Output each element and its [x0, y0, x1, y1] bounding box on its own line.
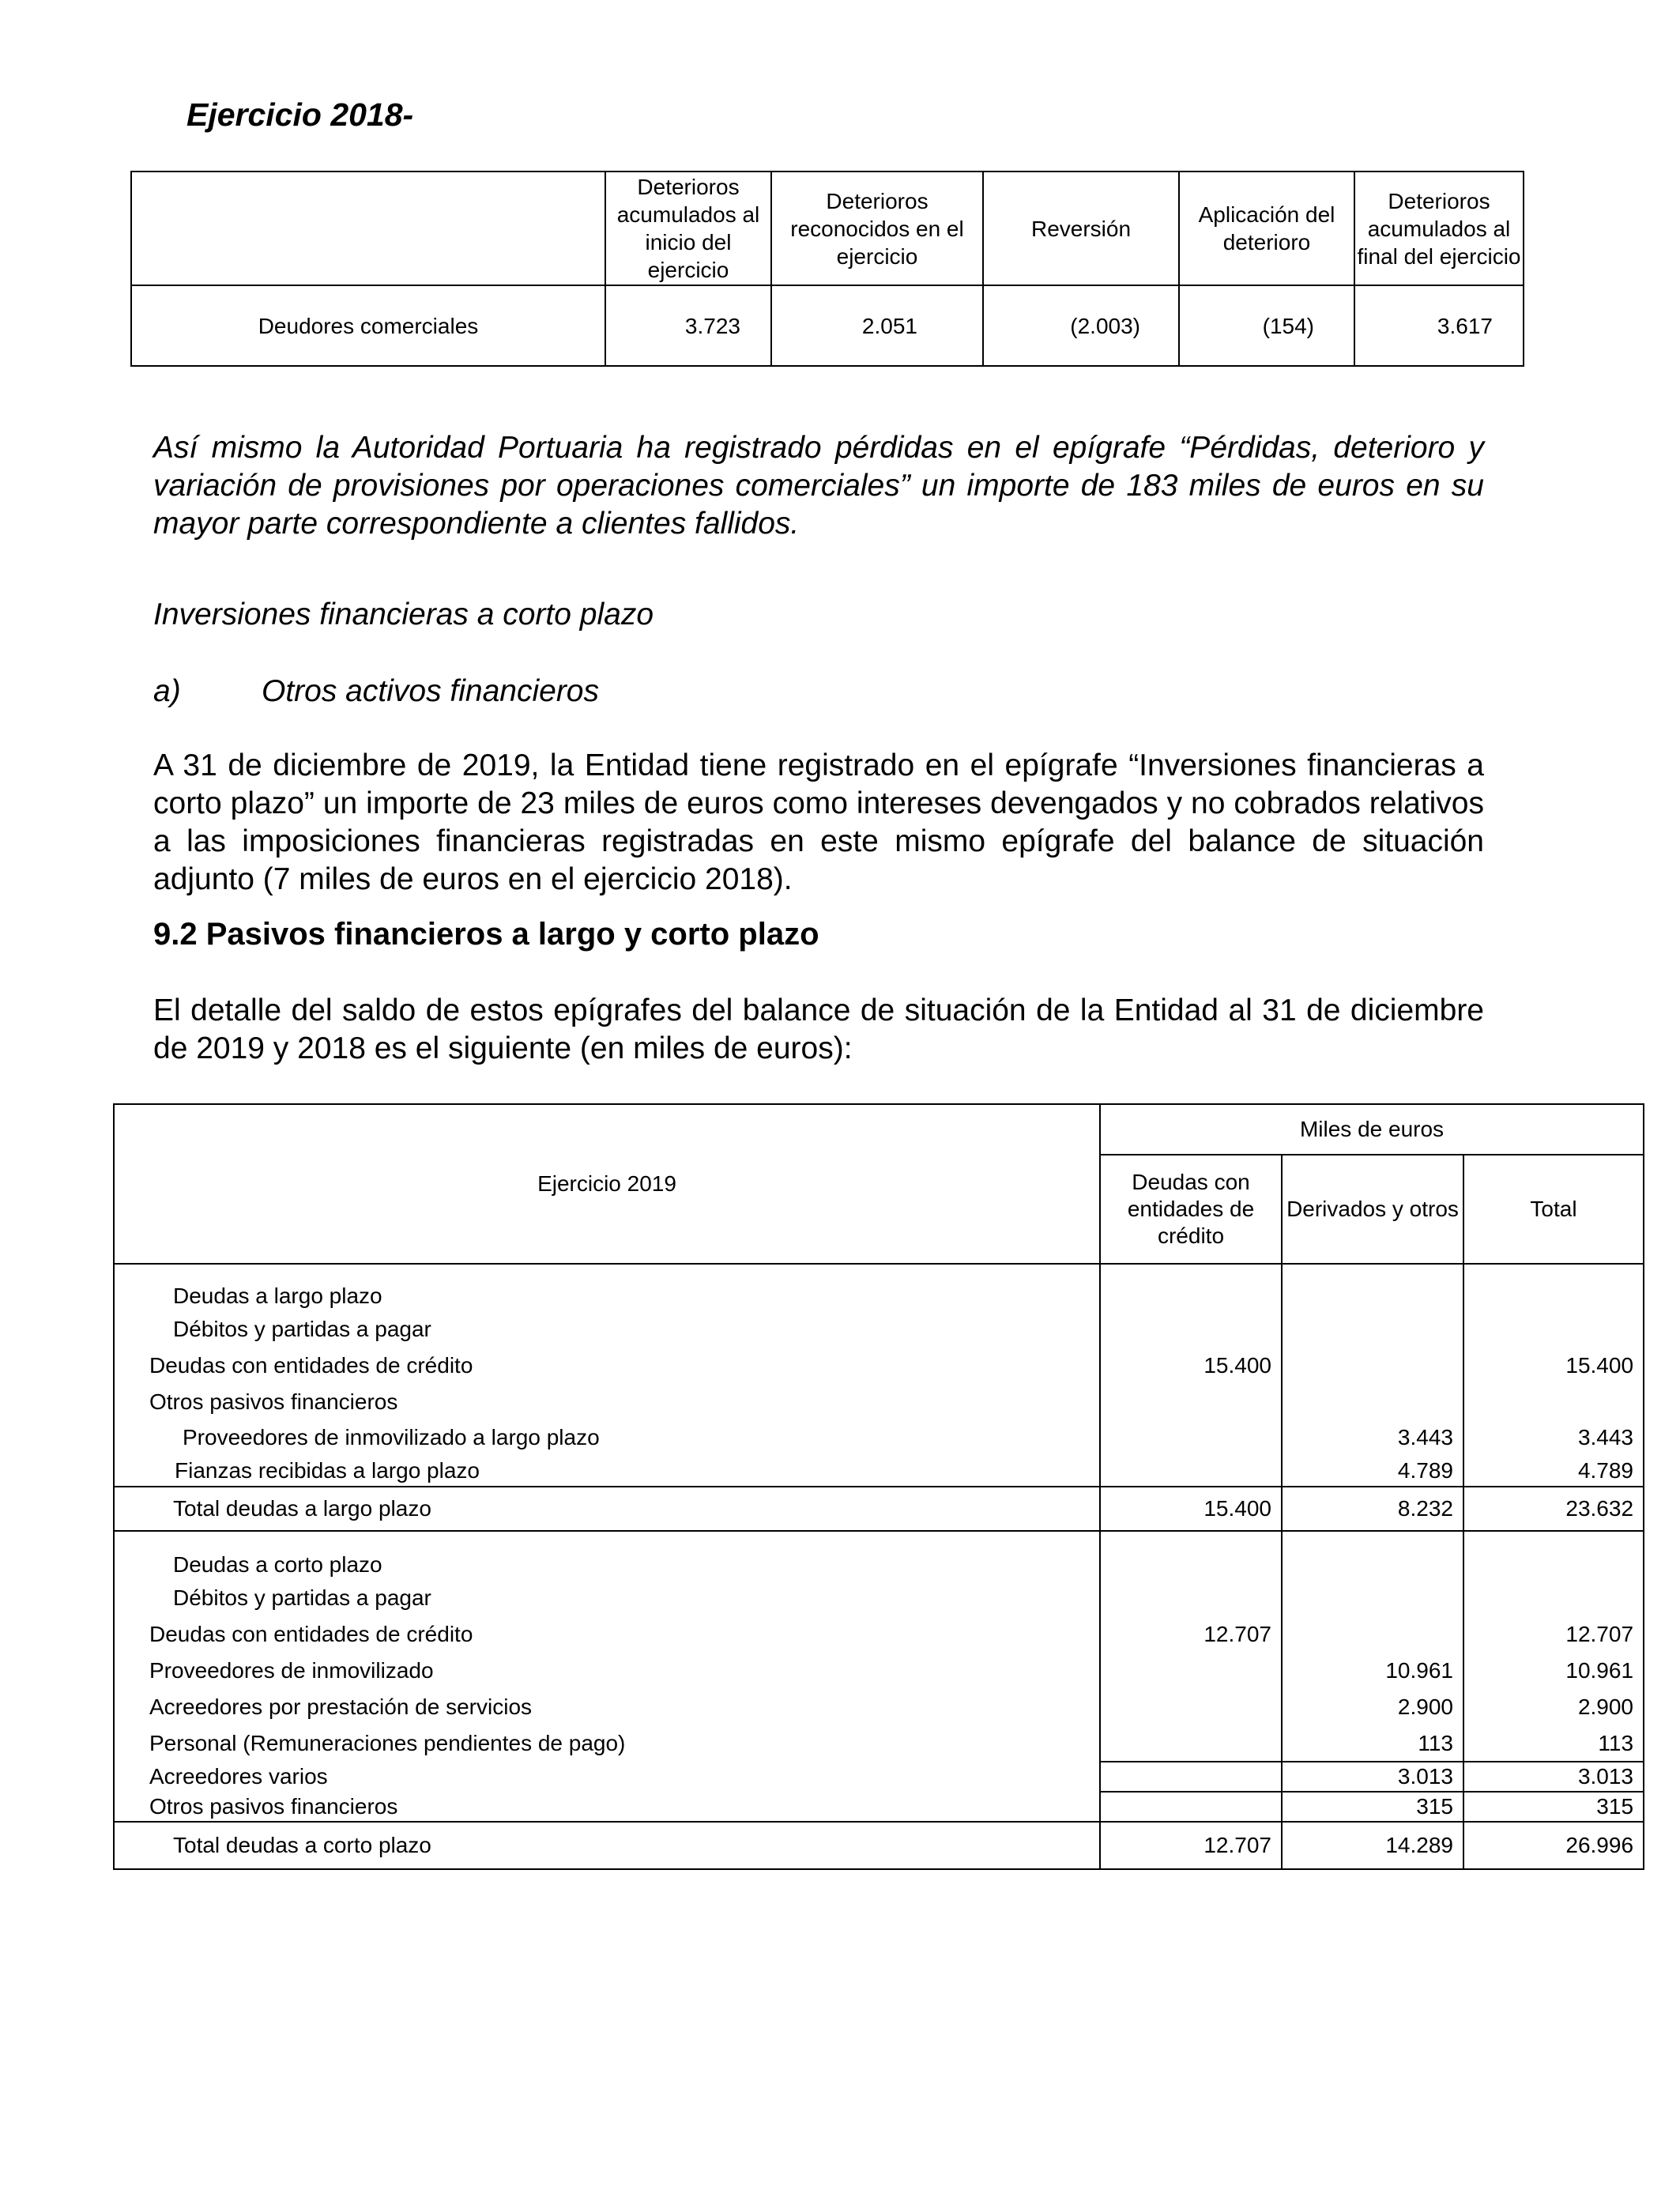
header-cell-recognized: Deterioros reconocidos en el ejercicio: [771, 172, 983, 285]
table-row: [114, 1653, 1644, 1689]
column-header-derivatives: Derivados y otros: [1282, 1155, 1463, 1264]
cell-value: 315: [1282, 1792, 1463, 1822]
table-row: [114, 1531, 1644, 1580]
impairment-table-2018: [130, 171, 1524, 367]
list-marker: a): [153, 674, 181, 708]
cell-value: [1463, 1311, 1644, 1348]
table-row-total: [114, 1487, 1644, 1531]
table-row: [114, 1792, 1644, 1822]
row-label: Acreedores por prestación de servicios: [114, 1689, 1100, 1725]
cell-value: 3.723: [605, 285, 771, 366]
paragraph-intereses: A 31 de diciembre de 2019, la Entidad tiene registrado en el epígrafe “Inversiones financieras a corto plazo” un importe de 23 miles de euros como intereses devengados y no cobrados relativos a las imposiciones financieras registradas en este mismo epígrafe del balance de situación adjunto (7 miles de euros en el ejercicio 2018).: [153, 748, 1484, 896]
row-label: Proveedores de inmovilizado a largo plazo: [114, 1420, 1100, 1455]
cell-value: [1100, 1580, 1282, 1616]
cell-value: [1282, 1311, 1463, 1348]
row-label: Débitos y partidas a pagar: [114, 1311, 1100, 1348]
cell-value: [1463, 1531, 1644, 1580]
cell-value: 15.400: [1100, 1487, 1282, 1531]
cell-value: 12.707: [1100, 1616, 1282, 1653]
cell-value: [1282, 1580, 1463, 1616]
table-header-row: [131, 172, 1524, 285]
row-label: Otros pasivos financieros: [114, 1384, 1100, 1420]
cell-value: [1100, 1384, 1282, 1420]
cell-value: [1463, 1264, 1644, 1311]
table-row: [114, 1311, 1644, 1348]
subheading-otros-activos: [153, 674, 600, 709]
table-row: [114, 1616, 1644, 1653]
header-cell-reversal: Reversión: [983, 172, 1179, 285]
cell-value: [1282, 1264, 1463, 1311]
row-label: Deudores comerciales: [131, 285, 605, 366]
table-row: [114, 1762, 1644, 1792]
row-label: Deudas con entidades de crédito: [114, 1348, 1100, 1384]
cell-value: [1100, 1311, 1282, 1348]
group-header: Miles de euros: [1100, 1104, 1644, 1155]
cell-value: 4.789: [1282, 1455, 1463, 1487]
cell-value: 3.443: [1282, 1420, 1463, 1455]
cell-value: 4.789: [1463, 1455, 1644, 1487]
row-label: Fianzas recibidas a largo plazo: [114, 1455, 1100, 1487]
cell-value: 2.900: [1463, 1689, 1644, 1725]
row-label: Proveedores de inmovilizado: [114, 1653, 1100, 1689]
paragraph-detalle: El detalle del saldo de estos epígrafes del balance de situación de la Entidad al 31 de diciembre de 2019 y 2018 es el siguiente (en miles de euros):: [153, 993, 1484, 1065]
table-row: [114, 1420, 1644, 1455]
subheading-text: Otros activos financieros: [262, 674, 600, 708]
cell-value: 2.900: [1282, 1689, 1463, 1725]
table-row: [114, 1689, 1644, 1725]
paragraph-perdidas: Así mismo la Autoridad Portuaria ha registrado pérdidas en el epígrafe “Pérdidas, deterioro y variación de provisiones por operaciones comerciales” un importe de 183 miles de euros en su mayor parte correspondiente a clientes fallidos.: [153, 431, 1484, 541]
cell-value: [1100, 1689, 1282, 1725]
cell-value: 15.400: [1100, 1348, 1282, 1384]
cell-value: 26.996: [1463, 1822, 1644, 1869]
header-cell-empty: [131, 172, 605, 285]
cell-value: 10.961: [1463, 1653, 1644, 1689]
row-label: Deudas a corto plazo: [114, 1531, 1100, 1580]
table-row: [114, 1384, 1644, 1420]
cell-value: 12.707: [1463, 1616, 1644, 1653]
cell-value: [1100, 1264, 1282, 1311]
table-row: [114, 1580, 1644, 1616]
header-cell-application: Aplicación del deterioro: [1179, 172, 1354, 285]
section-title-2018: Ejercicio 2018-: [186, 96, 414, 133]
cell-value: [1100, 1455, 1282, 1487]
cell-value: (2.003): [983, 285, 1179, 366]
cell-value: [1463, 1384, 1644, 1420]
table-row-total: [114, 1822, 1644, 1869]
cell-value: 113: [1282, 1725, 1463, 1762]
liabilities-table-2019: [113, 1103, 1644, 1870]
cell-value: 315: [1463, 1792, 1644, 1822]
subheading-inversiones: Inversiones financieras a corto plazo: [153, 598, 654, 631]
row-label: Deudas con entidades de crédito: [114, 1616, 1100, 1653]
row-label: Total deudas a largo plazo: [114, 1487, 1100, 1531]
cell-value: 8.232: [1282, 1487, 1463, 1531]
cell-value: [1463, 1580, 1644, 1616]
cell-value: [1100, 1420, 1282, 1455]
table-title: Ejercicio 2019: [114, 1104, 1100, 1264]
column-header-total: Total: [1463, 1155, 1644, 1264]
cell-value: 15.400: [1463, 1348, 1644, 1384]
row-label: Otros pasivos financieros: [114, 1792, 1100, 1822]
table-row: [114, 1264, 1644, 1311]
cell-value: 3.617: [1354, 285, 1524, 366]
header-cell-accumulated-start: Deterioros acumulados al inicio del ejercicio: [605, 172, 771, 285]
section-heading-9-2: 9.2 Pasivos financieros a largo y corto plazo: [153, 917, 819, 952]
cell-value: 3.013: [1463, 1762, 1644, 1792]
cell-value: 113: [1463, 1725, 1644, 1762]
table-row: [114, 1725, 1644, 1762]
cell-value: [1100, 1792, 1282, 1822]
cell-value: [1282, 1384, 1463, 1420]
cell-value: 12.707: [1100, 1822, 1282, 1869]
table-header-row: [114, 1104, 1644, 1155]
cell-value: [1100, 1762, 1282, 1792]
cell-value: 23.632: [1463, 1487, 1644, 1531]
row-label: Débitos y partidas a pagar: [114, 1580, 1100, 1616]
cell-value: 14.289: [1282, 1822, 1463, 1869]
cell-value: [1100, 1653, 1282, 1689]
cell-value: 3.013: [1282, 1762, 1463, 1792]
cell-value: 2.051: [771, 285, 983, 366]
cell-value: [1100, 1531, 1282, 1580]
cell-value: [1282, 1616, 1463, 1653]
row-label: Acreedores varios: [114, 1762, 1100, 1792]
table-row: [114, 1455, 1644, 1487]
column-header-credit: Deudas con entidades de crédito: [1100, 1155, 1282, 1264]
cell-value: [1282, 1348, 1463, 1384]
cell-value: 10.961: [1282, 1653, 1463, 1689]
header-cell-accumulated-end: Deterioros acumulados al final del ejercicio: [1354, 172, 1524, 285]
row-label: Total deudas a corto plazo: [114, 1822, 1100, 1869]
table-row: [131, 285, 1524, 366]
table-row: [114, 1348, 1644, 1384]
cell-value: [1282, 1531, 1463, 1580]
cell-value: 3.443: [1463, 1420, 1644, 1455]
row-label: Deudas a largo plazo: [114, 1264, 1100, 1311]
row-label: Personal (Remuneraciones pendientes de pago): [114, 1725, 1100, 1762]
cell-value: [1100, 1725, 1282, 1762]
cell-value: (154): [1179, 285, 1354, 366]
